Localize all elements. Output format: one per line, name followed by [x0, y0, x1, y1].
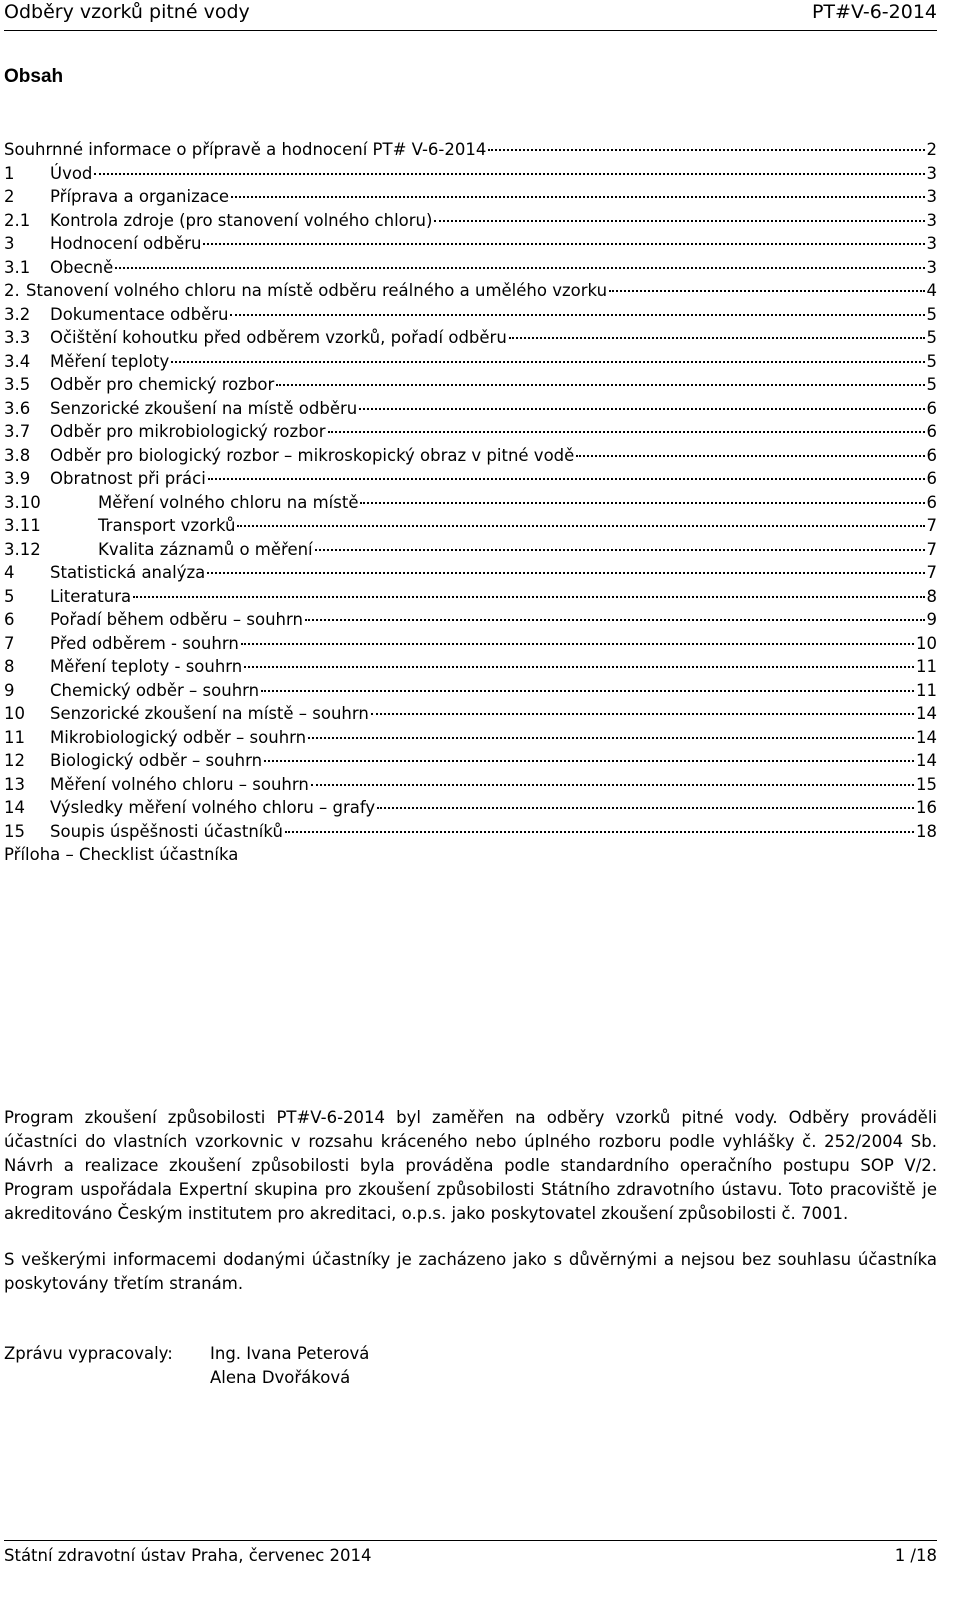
toc-entry-page: 3 [926, 234, 937, 253]
toc-entry-page: 4 [926, 281, 937, 300]
toc-leader-dots [208, 476, 925, 480]
toc-entry-label: Chemický odběr – souhrn [50, 680, 260, 700]
toc-entry-page: 3 [926, 163, 937, 183]
toc-entry-label: Měření teploty [50, 351, 170, 371]
toc-entry-page: 14 [916, 727, 937, 747]
toc-leader-dots [261, 688, 914, 692]
toc-entry-label: Dokumentace odběru [50, 304, 229, 324]
toc-entry-page: 15 [916, 774, 937, 794]
author-name: Ing. Ivana Peterová [210, 1344, 370, 1363]
toc-entry[interactable] [4, 702, 937, 726]
toc-entry-page: 7 [926, 539, 937, 559]
toc-entry-label: Senzorické zkoušení na místě odběru [50, 398, 358, 418]
toc-entry[interactable] [4, 773, 937, 797]
toc-entry[interactable] [4, 514, 937, 538]
intro-paragraph: Program zkoušení způsobilosti PT#V-6-2014 byl zaměřen na odběry vzorků pitné vody. Odběry prováděli účastníci do vlastních vzorkovnic v rozsahu kráceného nebo úplného rozboru podle vyhlášky č. 252/2004 Sb. Návrh a realizace zkoušení způsobilosti byla prováděna podle standardního operačního postupu SOP V/2. Program uspořádala Expertní skupina pro zkoušení způsobilosti Státního zdravotního ústavu. Toto pracoviště je akreditováno Českým institutem pro akreditaci, o.p.s. jako poskytovatel zkoušení způsobilosti č. 7001. [4, 1108, 937, 1223]
toc-entry[interactable] [4, 162, 937, 186]
toc-leader-dots [308, 735, 914, 739]
toc-entry-page: 6 [926, 422, 937, 441]
toc-entry-number: 2. [4, 281, 20, 300]
toc-leader-dots [264, 758, 914, 762]
toc-entry-number: 8 [4, 657, 15, 676]
toc-entry-label: Statistická analýza [50, 563, 206, 582]
toc-leader-dots [509, 335, 925, 339]
toc-entry-page: 16 [916, 798, 937, 817]
toc-entry-label: Obratnost při práci [50, 469, 206, 488]
toc-entry-label: Senzorické zkoušení na místě – souhrn [50, 704, 369, 723]
toc-entry-page: 8 [926, 586, 937, 606]
toc-leader-dots [285, 829, 914, 833]
toc-entry-label: Pořadí během odběru – souhrn [50, 610, 303, 629]
toc-title: Obsah [4, 66, 64, 87]
toc-entry-label: Stanovení volného chloru na místě odběru reálného a umělého vzorku [26, 281, 608, 300]
toc-entry-number: 3.4 [4, 351, 31, 371]
toc-entry-page: 3 [926, 257, 937, 277]
toc-entry-label: Úvod [50, 163, 93, 183]
toc-entry-number: 6 [4, 610, 15, 629]
toc-entry-number: 5 [4, 586, 15, 606]
authors-names [210, 1342, 610, 1390]
toc-entry[interactable] [4, 585, 937, 609]
toc-entry-number: 4 [4, 563, 15, 582]
toc-entry-number: 3.8 [4, 445, 31, 465]
toc-leader-dots [237, 523, 924, 527]
toc-entry-number: 3 [4, 234, 15, 253]
toc-entry-label: Kvalita záznamů o měření [98, 539, 313, 559]
toc-entry[interactable] [4, 420, 937, 444]
toc-entry-page: 3 [926, 210, 937, 230]
toc-entry-page: 18 [916, 821, 937, 841]
toc-leader-dots [311, 782, 914, 786]
toc-leader-dots [434, 218, 924, 222]
toc-entry-label: Před odběrem - souhrn [50, 633, 239, 653]
toc-entry-label: Měření volného chloru – souhrn [50, 774, 309, 794]
toc-entry-number: 2 [4, 187, 15, 206]
toc-entry[interactable] [4, 538, 937, 562]
toc-entry[interactable] [4, 632, 937, 656]
toc-leader-dots [207, 570, 924, 574]
toc-entry-page: 11 [916, 657, 937, 676]
toc-leader-dots [488, 147, 924, 151]
toc-entry-label: Kontrola zdroje (pro stanovení volného chloru) [50, 210, 433, 230]
toc-entry-label: Souhrnné informace o přípravě a hodnocení PT# V-6-2014 [4, 140, 487, 159]
toc-leader-dots [231, 194, 924, 198]
toc-entry-page: 14 [916, 751, 937, 770]
toc-leader-dots [241, 641, 914, 645]
toc-entry-label: Literatura [50, 586, 132, 606]
toc-leader-dots [115, 265, 924, 269]
toc-entry-label: Výsledky měření volného chloru – grafy [50, 798, 376, 817]
toc-entry[interactable] [4, 232, 937, 256]
toc-leader-dots [371, 711, 914, 715]
toc-entry[interactable] [4, 444, 937, 468]
toc-entry-number: 3.2 [4, 304, 31, 324]
toc-entry-number: 10 [4, 704, 25, 723]
toc-entry[interactable] [4, 749, 937, 773]
toc-entry-label: Měření teploty - souhrn [50, 657, 243, 676]
toc-entry-number: 3.3 [4, 328, 31, 347]
toc-leader-dots [203, 241, 924, 245]
toc-entry-number: 3.10 [4, 492, 41, 512]
toc-entry-page: 5 [926, 304, 937, 324]
page-footer [4, 1540, 937, 1565]
toc-entry-number: 2.1 [4, 210, 31, 230]
toc-entry-page: 7 [926, 516, 937, 535]
toc-entry-number: 9 [4, 680, 15, 700]
toc-entry-number: 3.9 [4, 469, 31, 488]
toc-entry-page: 6 [926, 398, 937, 418]
toc-entry-label: Biologický odběr – souhrn [50, 751, 263, 770]
toc-leader-dots [315, 547, 925, 551]
toc-entry-number: 13 [4, 774, 25, 794]
toc-entry[interactable] [4, 138, 937, 162]
toc-entry-label: Měření volného chloru na místě [98, 492, 359, 512]
toc-entry-label: Odběr pro biologický rozbor – mikroskopický obraz v pitné vodě [50, 445, 575, 465]
toc-leader-dots [359, 406, 924, 410]
toc-entry-page: 14 [916, 704, 937, 723]
toc-entry-number: 12 [4, 751, 25, 770]
toc-entry[interactable] [4, 655, 937, 679]
toc-leader-dots [244, 664, 914, 668]
toc-entry-number: 1 [4, 163, 15, 183]
table-of-contents [4, 138, 937, 867]
toc-entry-label: Obecně [50, 257, 114, 277]
toc-leader-dots [328, 429, 925, 433]
toc-entry-number: 11 [4, 727, 25, 747]
toc-entry[interactable] [4, 397, 937, 421]
toc-entry-page: 6 [926, 492, 937, 512]
toc-leader-dots [133, 594, 924, 598]
toc-entry-label: Příloha – Checklist účastníka [4, 845, 239, 864]
toc-entry[interactable] [4, 373, 937, 397]
toc-entry[interactable] [4, 561, 937, 585]
footer-institution: Státní zdravotní ústav Praha, červenec 2014 [4, 1546, 372, 1565]
toc-entry-page: 10 [916, 633, 937, 653]
toc-entry-label: Mikrobiologický odběr – souhrn [50, 727, 307, 747]
toc-entry[interactable] [4, 209, 937, 233]
toc-entry[interactable] [4, 491, 937, 515]
toc-leader-dots [276, 382, 924, 386]
header-title: Odběry vzorků pitné vody [4, 1, 250, 23]
toc-entry-number: 3.1 [4, 257, 31, 277]
toc-entry-number: 7 [4, 633, 15, 653]
toc-entry-label: Odběr pro chemický rozbor [50, 375, 275, 394]
toc-leader-dots [609, 288, 924, 292]
toc-entry[interactable] [4, 279, 937, 303]
toc-entry-number: 14 [4, 798, 25, 817]
toc-entry[interactable] [4, 185, 937, 209]
toc-entry[interactable] [4, 256, 937, 280]
toc-entry[interactable] [4, 843, 937, 867]
toc-entry-label: Soupis úspěšnosti účastníků [50, 821, 283, 841]
footer-page-number: 1 /18 [894, 1546, 937, 1565]
authors-label: Zprávu vypracovaly: [4, 1344, 173, 1363]
toc-leader-dots [377, 805, 914, 809]
toc-entry-label: Hodnocení odběru [50, 234, 202, 253]
toc-leader-dots [171, 359, 924, 363]
toc-entry[interactable] [4, 796, 937, 820]
toc-entry-number: 3.12 [4, 539, 41, 559]
toc-entry-page: 5 [926, 375, 937, 394]
toc-entry-page: 3 [926, 187, 937, 206]
toc-entry-label: Odběr pro mikrobiologický rozbor [50, 422, 326, 441]
toc-leader-dots [360, 500, 924, 504]
page-header [4, 0, 937, 31]
toc-entry-page: 5 [926, 328, 937, 347]
toc-entry[interactable] [4, 326, 937, 350]
toc-entry-label: Příprava a organizace [50, 187, 230, 206]
toc-leader-dots [576, 453, 924, 457]
toc-entry-number: 15 [4, 821, 25, 841]
toc-entry-number: 3.7 [4, 422, 31, 441]
toc-entry[interactable] [4, 467, 937, 491]
toc-entry[interactable] [4, 726, 937, 750]
toc-leader-dots [94, 171, 924, 175]
toc-entry-number: 3.5 [4, 375, 31, 394]
toc-entry-page: 9 [926, 610, 937, 629]
header-code: PT#V-6-2014 [811, 1, 937, 23]
toc-entry-page: 2 [926, 140, 937, 159]
author-name: Alena Dvořáková [210, 1368, 351, 1387]
toc-entry-label: Očištění kohoutku před odběrem vzorků, pořadí odběru [50, 328, 507, 347]
toc-entry-number: 3.11 [4, 516, 41, 535]
toc-entry-page: 7 [926, 563, 937, 582]
toc-entry-page: 6 [926, 469, 937, 488]
toc-entry[interactable] [4, 608, 937, 632]
toc-entry[interactable] [4, 820, 937, 844]
toc-entry[interactable] [4, 350, 937, 374]
toc-entry-page: 11 [916, 680, 937, 700]
toc-entry-page: 6 [926, 445, 937, 465]
toc-entry-page: 5 [926, 351, 937, 371]
toc-leader-dots [305, 617, 925, 621]
confidentiality-paragraph: S veškerými informacemi dodanými účastníky je zacházeno jako s důvěrnými a nejsou bez souhlasu účastníka poskytovány třetím stranám. [4, 1250, 937, 1293]
toc-entry[interactable] [4, 679, 937, 703]
toc-leader-dots [230, 312, 924, 316]
toc-entry[interactable] [4, 303, 937, 327]
toc-entry-number: 3.6 [4, 398, 31, 418]
toc-entry-label: Transport vzorků [98, 516, 236, 535]
